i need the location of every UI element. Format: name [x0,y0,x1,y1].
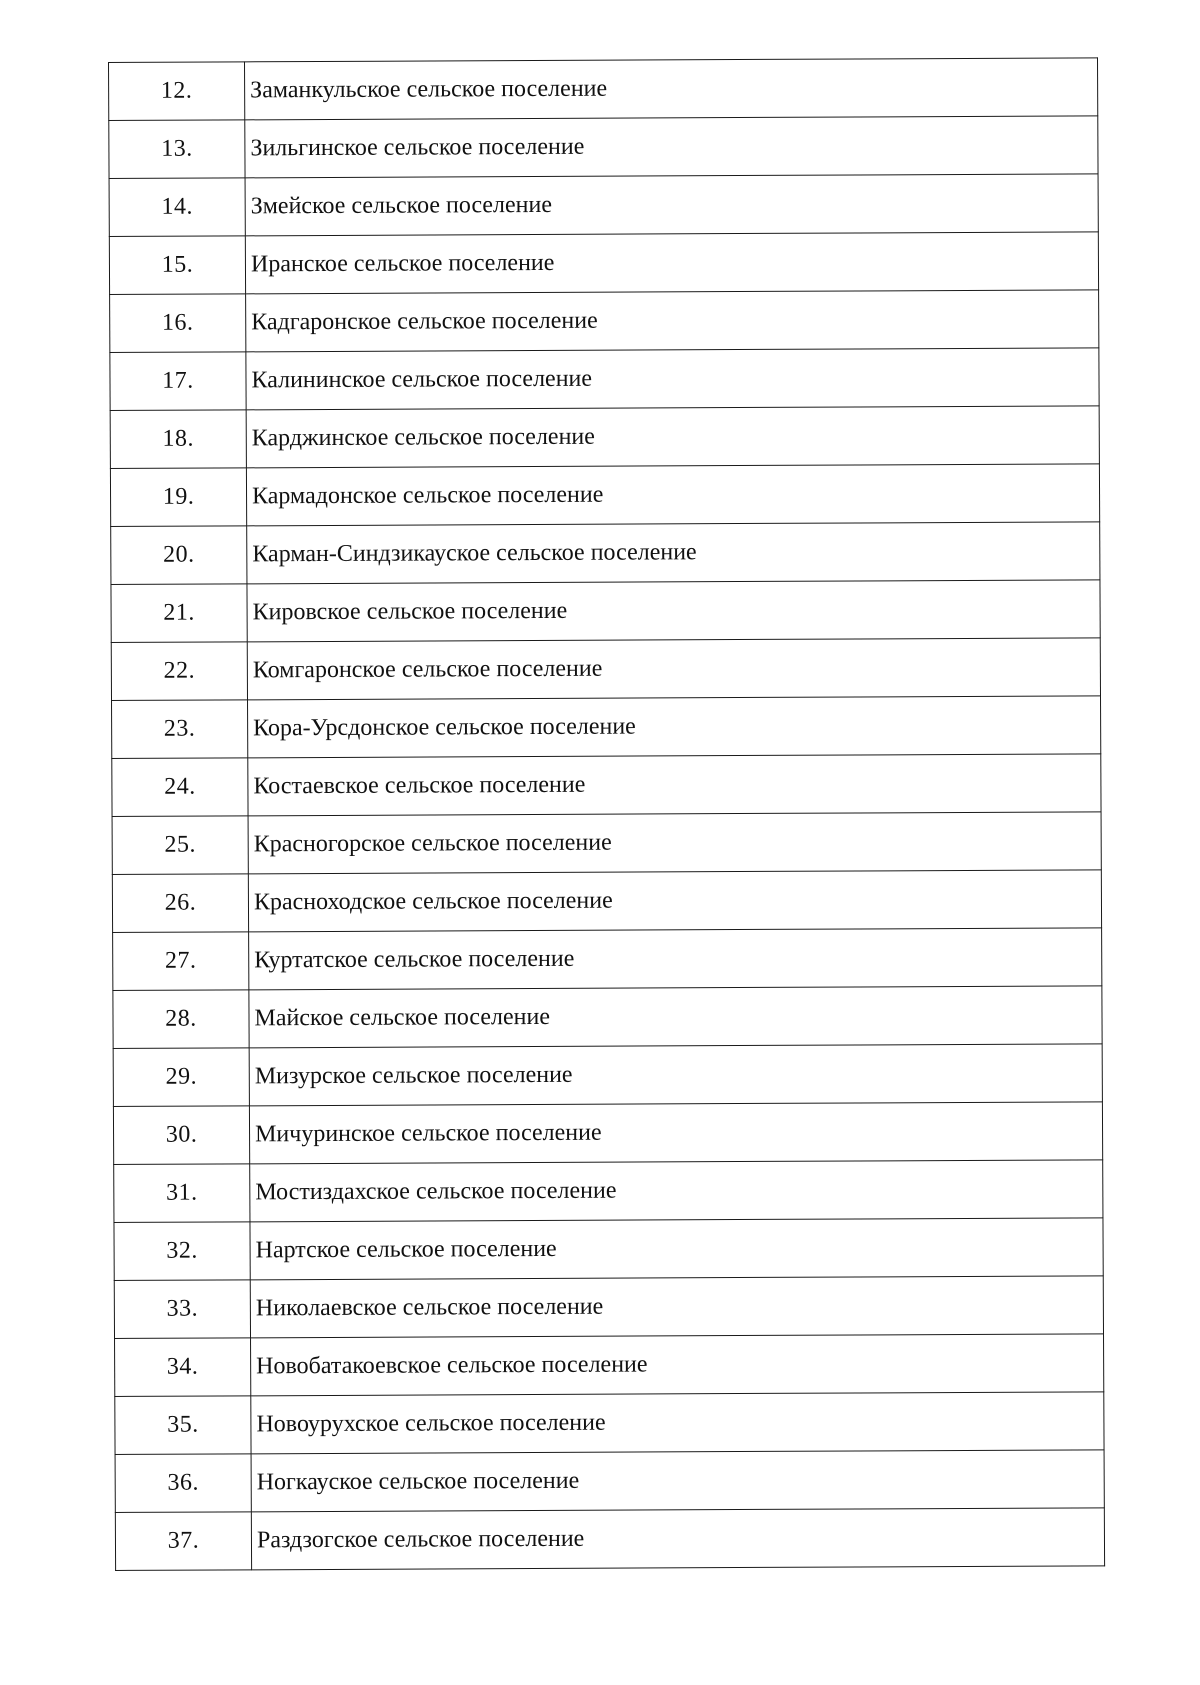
row-number-cell: 24. [112,758,248,817]
row-number-cell: 25. [112,816,248,875]
table-row [109,58,1098,121]
settlement-name-cell: Новобатакоевское сельское поселение [251,1334,1104,1396]
settlement-name-cell: Красногорское сельское поселение [248,812,1101,874]
row-number-cell: 22. [111,642,247,701]
settlement-name-cell: Красноходское сельское поселение [248,870,1101,932]
table-row [114,1160,1103,1223]
settlement-name-cell: Калининское сельское поселение [246,348,1099,410]
table-row [113,928,1102,991]
row-number-cell: 33. [114,1280,250,1339]
row-number-cell: 18. [110,410,246,469]
table-row [115,1508,1104,1571]
row-number-cell: 23. [112,700,248,759]
settlement-name-cell: Заманкульское сельское поселение [245,58,1098,120]
row-number-cell: 15. [109,236,245,295]
row-number-cell: 32. [114,1222,250,1281]
settlements-table [108,57,1105,1571]
row-number-cell: 31. [114,1164,250,1223]
table-row [115,1392,1104,1455]
settlement-name-cell: Раздзогское сельское поселение [251,1508,1104,1570]
table-row [112,754,1101,817]
settlement-name-cell: Иранское сельское поселение [245,232,1098,294]
row-number-cell: 34. [115,1338,251,1397]
table-row [112,812,1101,875]
row-number-cell: 29. [113,1048,249,1107]
settlement-name-cell: Кировское сельское поселение [247,580,1100,642]
table-row [111,638,1100,701]
row-number-cell: 13. [109,120,245,179]
row-number-cell: 19. [110,468,246,527]
settlement-name-cell: Карджинское сельское поселение [246,406,1099,468]
row-number-cell: 14. [109,178,245,237]
settlement-name-cell: Комгаронское сельское поселение [247,638,1100,700]
row-number-cell: 37. [115,1512,251,1571]
table-row [110,290,1099,353]
settlement-name-cell: Мизурское сельское поселение [249,1044,1102,1106]
row-number-cell: 28. [113,990,249,1049]
settlement-name-cell: Николаевское сельское поселение [250,1276,1103,1338]
settlement-name-cell: Нартское сельское поселение [250,1218,1103,1280]
row-number-cell: 12. [109,62,245,121]
table-row [115,1450,1104,1513]
settlement-name-cell: Майское сельское поселение [249,986,1102,1048]
row-number-cell: 36. [115,1454,251,1513]
settlement-name-cell: Куртатское сельское поселение [249,928,1102,990]
table-row [110,406,1099,469]
table-row [109,116,1098,179]
table-row [113,986,1102,1049]
table-row [114,1218,1103,1281]
table-row [110,464,1099,527]
settlement-name-cell: Зильгинское сельское поселение [245,116,1098,178]
row-number-cell: 21. [111,584,247,643]
row-number-cell: 27. [113,932,249,991]
settlement-name-cell: Карман-Синдзикауское сельское поселение [247,522,1100,584]
table-row [111,580,1100,643]
row-number-cell: 30. [113,1106,249,1165]
settlement-name-cell: Новоурухское сельское поселение [251,1392,1104,1454]
table-row [112,870,1101,933]
settlement-name-cell: Мичуринское сельское поселение [249,1102,1102,1164]
table-row [113,1044,1102,1107]
settlement-name-cell: Кора-Урсдонское сельское поселение [248,696,1101,758]
table-row [115,1334,1104,1397]
table-row [113,1102,1102,1165]
table-row [111,522,1100,585]
table-body [109,58,1105,1571]
row-number-cell: 16. [110,294,246,353]
settlement-name-cell: Кармадонское сельское поселение [246,464,1099,526]
settlement-name-cell: Кадгаронское сельское поселение [246,290,1099,352]
table-row [114,1276,1103,1339]
row-number-cell: 35. [115,1396,251,1455]
table-row [110,348,1099,411]
row-number-cell: 26. [112,874,248,933]
settlement-name-cell: Ногкауское сельское поселение [251,1450,1104,1512]
row-number-cell: 20. [111,526,247,585]
table-row [109,232,1098,295]
settlement-name-cell: Мостиздахское сельское поселение [250,1160,1103,1222]
row-number-cell: 17. [110,352,246,411]
settlement-name-cell: Змейское сельское поселение [245,174,1098,236]
table-row [112,696,1101,759]
table-row [109,174,1098,237]
settlement-name-cell: Костаевское сельское поселение [248,754,1101,816]
